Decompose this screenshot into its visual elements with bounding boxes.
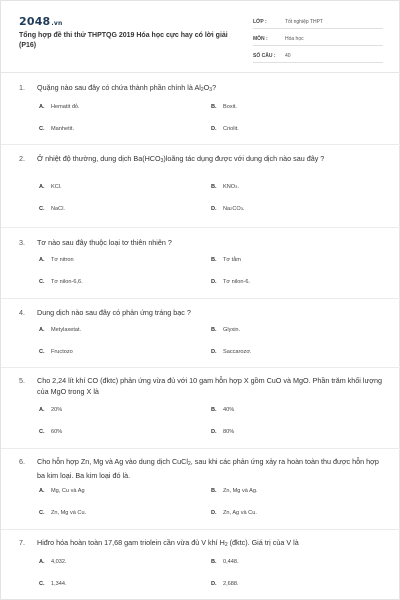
option-b[interactable]: B. Boxit. [211, 104, 237, 110]
question-divider [1, 298, 400, 299]
question-divider [1, 448, 400, 449]
option-d[interactable]: D. Saccarozơ. [211, 349, 252, 355]
option-a[interactable]: A. Metylaxetat. [39, 327, 82, 333]
question-text: Tơ nào sau đây thuộc loại tơ thiên nhiên ? [37, 238, 172, 247]
meta-question-count: SỐ CÂU : 40 [253, 49, 383, 63]
question-text: Ở nhiệt độ thường, dung dịch $Ba(HCO_3)loãng$ tác dụng được với dung dịch nào sau đây ? [37, 154, 325, 164]
option-c[interactable]: C. Zn, Mg và Cu. [39, 510, 87, 516]
option-c[interactable]: C. NaCl. [39, 206, 65, 212]
option-a[interactable]: A. 4,032. [39, 559, 67, 565]
option-a[interactable]: A. Hematit đỏ. [39, 104, 80, 110]
question-text: Cho 2,24 lít khí CO (đktc) phản ứng vừa đủ với 10 gam hỗn hợp X gồm CuO và MgO. Phần trăm khối lượng của MgO trong X là [37, 376, 382, 396]
option-b[interactable]: B. 0,448. [211, 559, 239, 565]
question-text: Hiđro hóa hoàn toàn 17,68 gam triolein cần vừa đủ V khí $H_2$ (đktc). Giá trị của V là [37, 538, 299, 548]
option-c[interactable]: C. Fructozo [39, 349, 73, 355]
option-a[interactable]: A. Mg, Cu và Ag [39, 488, 85, 494]
meta-subject: MÔN : Hóa học [253, 32, 383, 46]
question-3: 3. Tơ nào sau đây thuộc loại tơ thiên nhiên ? A. Tơ nitron B. Tơ tằm C. Tơ nilon-6,6. D. Tơ nilon-6. [19, 237, 385, 248]
question-2: 2. Ở nhiệt độ thường, dung dịch $Ba(HCO_3)loãng$ tác dụng được với dung dịch nào sau đây ? A. KCl. B. KNO 3 . C. NaCl. D. Na 2 CO 3 . [19, 153, 385, 167]
option-b[interactable]: B. Zn, Mg và Ag. [211, 488, 258, 494]
option-a[interactable]: A. KCl. [39, 184, 62, 190]
question-divider [1, 144, 400, 145]
question-text: Cho hỗn hợp Zn, Mg và Ag vào dung dịch CuCl$_2$, sau khi các phản ứng xảy ra hoàn toàn thu được hỗn hợp ba kim loại. Ba kim loại đó là. [37, 457, 379, 480]
meta-class: LỚP : Tốt nghiệp THPT [253, 15, 383, 29]
option-c[interactable]: C. 60% [39, 429, 63, 435]
option-d[interactable]: D. 80% [211, 429, 235, 435]
option-b[interactable]: B. Tơ tằm [211, 257, 241, 263]
option-d[interactable]: D. Zn, Ag và Cu. [211, 510, 257, 516]
option-b[interactable]: B. Glyxin. [211, 327, 241, 333]
option-b[interactable]: B. KNO 3 . [211, 184, 239, 190]
question-5: 5. Cho 2,24 lít khí CO (đktc) phản ứng vừa đủ với 10 gam hỗn hợp X gồm CuO và MgO. Phần trăm khối lượng của MgO trong X là A. 20% B. 40% C. 60% D. 80% [19, 375, 385, 397]
question-4: 4. Dung dịch nào sau đây có phản ứng tráng bạc ? A. Metylaxetat. B. Glyxin. C. Fructozo D. Saccarozơ. [19, 307, 385, 318]
page-header [1, 1, 400, 71]
option-c[interactable]: C. Tơ nilon-6,6. [39, 279, 83, 285]
header-divider [1, 72, 400, 73]
option-c[interactable]: C. Manhetit. [39, 126, 75, 132]
exam-meta [253, 15, 383, 66]
question-divider [1, 367, 400, 368]
question-divider [1, 227, 400, 228]
question-text: Quặng nào sau đây có chứa thành phần chính là $Al_2O_3$? [37, 83, 217, 93]
question-text: Dung dịch nào sau đây có phản ứng tráng bạc ? [37, 308, 191, 317]
option-d[interactable]: D. Na 2 CO 3 . [211, 206, 245, 212]
question-6: 6. Cho hỗn hợp Zn, Mg và Ag vào dung dịch CuCl$_2$, sau khi các phản ứng xảy ra hoàn toàn thu được hỗn hợp ba kim loại. Ba kim loại đó là. A. Mg, Cu và Ag B. Zn, Mg và Ag. C. Zn, Mg và Cu. D. Zn, Ag và Cu. [19, 456, 385, 481]
option-d[interactable]: D. Criolit. [211, 126, 239, 132]
option-a[interactable]: A. 20% [39, 407, 63, 413]
option-c[interactable]: C. 1,344. [39, 581, 67, 587]
question-divider [1, 529, 400, 530]
document-title: Tổng hợp đề thi thử THPTQG 2019 Hóa học cực hay có lời giải (P16) [19, 32, 228, 49]
question-1: 1. Quặng nào sau đây có chứa thành phần chính là $Al_2O_3$? A. Hematit đỏ. B. Boxit. C. Manhetit. D. Criolit. [19, 82, 385, 96]
question-7: 7. Hiđro hóa hoàn toàn 17,68 gam triolein cần vừa đủ V khí $H_2$ (đktc). Giá trị của V là A. 4,032. B. 0,448. C. 1,344. D. 2,688. [19, 537, 385, 551]
option-a[interactable]: A. Tơ nitron [39, 257, 74, 263]
option-d[interactable]: D. 2,688. [211, 581, 239, 587]
site-logo[interactable]: 2048.vn [19, 15, 63, 28]
option-b[interactable]: B. 40% [211, 407, 235, 413]
option-d[interactable]: D. Tơ nilon-6. [211, 279, 250, 285]
